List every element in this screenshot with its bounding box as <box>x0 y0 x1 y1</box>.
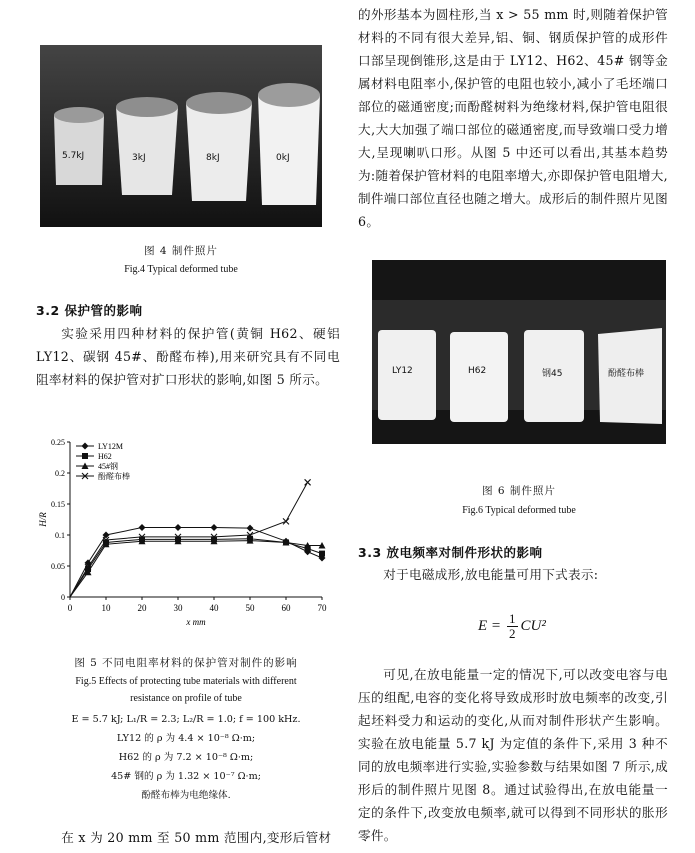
equation-lhs: E = <box>478 617 502 634</box>
fig4-label-2: 3kJ <box>132 153 146 163</box>
equation-numerator: 1 <box>509 610 516 626</box>
legend-label-2: H62 <box>98 452 112 461</box>
section-3-2-paragraph: 实验采用四种材料的保护管(黄铜 H62、硬铝 LY12、碳钢 45#、酚醛布棒),用来研究具有不同电阻率材料的保护管对扩口形状的影响,如图 5 所示。 <box>36 326 340 387</box>
equation <box>478 606 546 646</box>
section-3-2-heading: 3.2 保护管的影响 <box>36 303 143 318</box>
x-tick-label: 20 <box>137 603 147 613</box>
fig6-label-3: 钢45 <box>542 369 563 379</box>
legend-label-4: 酚醛布棒 <box>98 472 130 481</box>
right-top-paragraph: 的外形基本为圆柱形,当 x > 55 mm 时,则随着保护管材料的不同有很大差异,铝、铜、钢质保护管的成形件口部呈现倒锥形,这是由于 LY12、H62、45# 钢等金属材料电阻率小,保护管的电阻也较小,减小了毛坯端口部位的磁通密度;而酚醛树料为绝缘材料,保护管电阻很大,大大加强了端口部位的磁通密度,而导致端口受力增大,呈现喇叭口形。从图 5 中还可以看出,其基本趋势为:随着保护管材料的电阻率增大,亦即保护管电阻增大,制件端口部位直径也随之增大。成形后的制件照片见图 6。 <box>358 7 668 229</box>
series-4-point <box>305 479 311 485</box>
section-3-3-paragraph: 可见,在放电能量一定的情况下,可以改变电容与电压的组配,电容的变化将导致成形时放电频率的改变,引起坯料受力和运动的变化,从而对制件形状产生影响。实验在放电能量 5.7 kJ 为定值的条件下,采用 3 种不同的放电频率进行实验,实验参数与结果如图 7 所示,成形后的制件照片见图 8。通过试验得出,在放电能量一定的条件下,改变放电频率,就可以得到不同形状的胀形零件。 <box>358 667 668 843</box>
fig4-caption-en: Fig.4 Typical deformed tube <box>124 264 238 275</box>
legend-label-1: LY12M <box>98 442 123 451</box>
series-line-2 <box>70 539 322 597</box>
y-tick-label: 0 <box>61 593 65 602</box>
x-tick-label: 50 <box>245 603 255 613</box>
equation-fraction <box>507 612 518 641</box>
fig4-caption-cn: 图 4 制件照片 <box>144 245 218 257</box>
series-2-point <box>319 551 325 557</box>
x-tick-label: 70 <box>317 603 327 613</box>
fig5-caption-cn: 图 5 不同电阻率材料的保护管对制件的影响 <box>74 657 298 669</box>
left-bottom-text: 在 x 为 20 mm 至 50 mm 范围内,变形后管材 <box>61 830 332 845</box>
section-3-3-intro: 对于电磁成形,放电能量可用下式表示: <box>383 567 599 582</box>
y-tick-label: 0.2 <box>55 469 65 478</box>
fig6-label-1: LY12 <box>392 366 413 376</box>
x-tick-label: 0 <box>67 603 73 613</box>
fig5-caption-en-2: resistance on profile of tube <box>130 693 242 704</box>
x-axis-label: x mm <box>186 617 206 627</box>
y-tick-label: 0.25 <box>51 438 65 447</box>
x-tick-label: 10 <box>101 603 111 613</box>
equation-denominator: 2 <box>509 625 516 641</box>
fig4-photo <box>40 45 322 227</box>
series-4-point <box>283 518 289 524</box>
y-tick-label: 0.05 <box>51 562 65 571</box>
series-1-point <box>247 525 254 532</box>
fig6-label-2: H62 <box>468 366 487 376</box>
fig4-label-3: 8kJ <box>206 153 220 163</box>
fig5-note-1: E = 5.7 kJ; L₁/R = 2.3; L₂/R = 1.0; f = 100 kHz. <box>71 714 301 725</box>
legend-marker-2 <box>82 453 88 459</box>
x-tick-label: 60 <box>281 603 291 613</box>
fig4-label-1: 5.7kJ <box>62 151 85 161</box>
fig6-tubes-illustration <box>372 260 666 444</box>
legend-marker-1 <box>82 443 89 450</box>
fig5-caption-en-1: Fig.5 Effects of protecting tube materials with different <box>75 676 297 687</box>
fig5-chart <box>36 432 336 632</box>
series-line-3 <box>70 541 322 597</box>
y-axis-label: H/R <box>38 512 48 527</box>
fig5-note-2: LY12 的 ρ 为 4.4 × 10⁻⁸ Ω·m; <box>116 733 256 744</box>
fig5-note-5: 酚醛布棒为电绝缘体. <box>141 790 231 801</box>
series-1-point <box>139 524 146 531</box>
fig6-photo <box>372 260 666 444</box>
fig5-note-3: H62 的 ρ 为 7.2 × 10⁻⁸ Ω·m; <box>118 752 254 763</box>
equation-rhs: CU² <box>520 617 546 634</box>
fig6-caption-en: Fig.6 Typical deformed tube <box>462 505 576 516</box>
fig6-caption-cn: 图 6 制件照片 <box>482 485 556 497</box>
fig5-note-4: 45# 钢的 ρ 为 1.32 × 10⁻⁷ Ω·m; <box>111 771 261 782</box>
x-tick-label: 30 <box>173 603 183 613</box>
fig4-tubes-illustration <box>40 45 322 227</box>
fig4-label-4: 0kJ <box>276 153 290 163</box>
series-1-point <box>175 524 182 531</box>
fig6-label-4: 酚醛布棒 <box>608 369 645 379</box>
series-1-point <box>211 524 218 531</box>
section-3-3-heading: 3.3 放电频率对制件形状的影响 <box>358 545 543 560</box>
legend-label-3: 45#钢 <box>98 462 118 471</box>
y-tick-label: 0.1 <box>55 531 65 540</box>
y-tick-label: 0.15 <box>51 500 65 509</box>
x-tick-label: 40 <box>209 603 219 613</box>
